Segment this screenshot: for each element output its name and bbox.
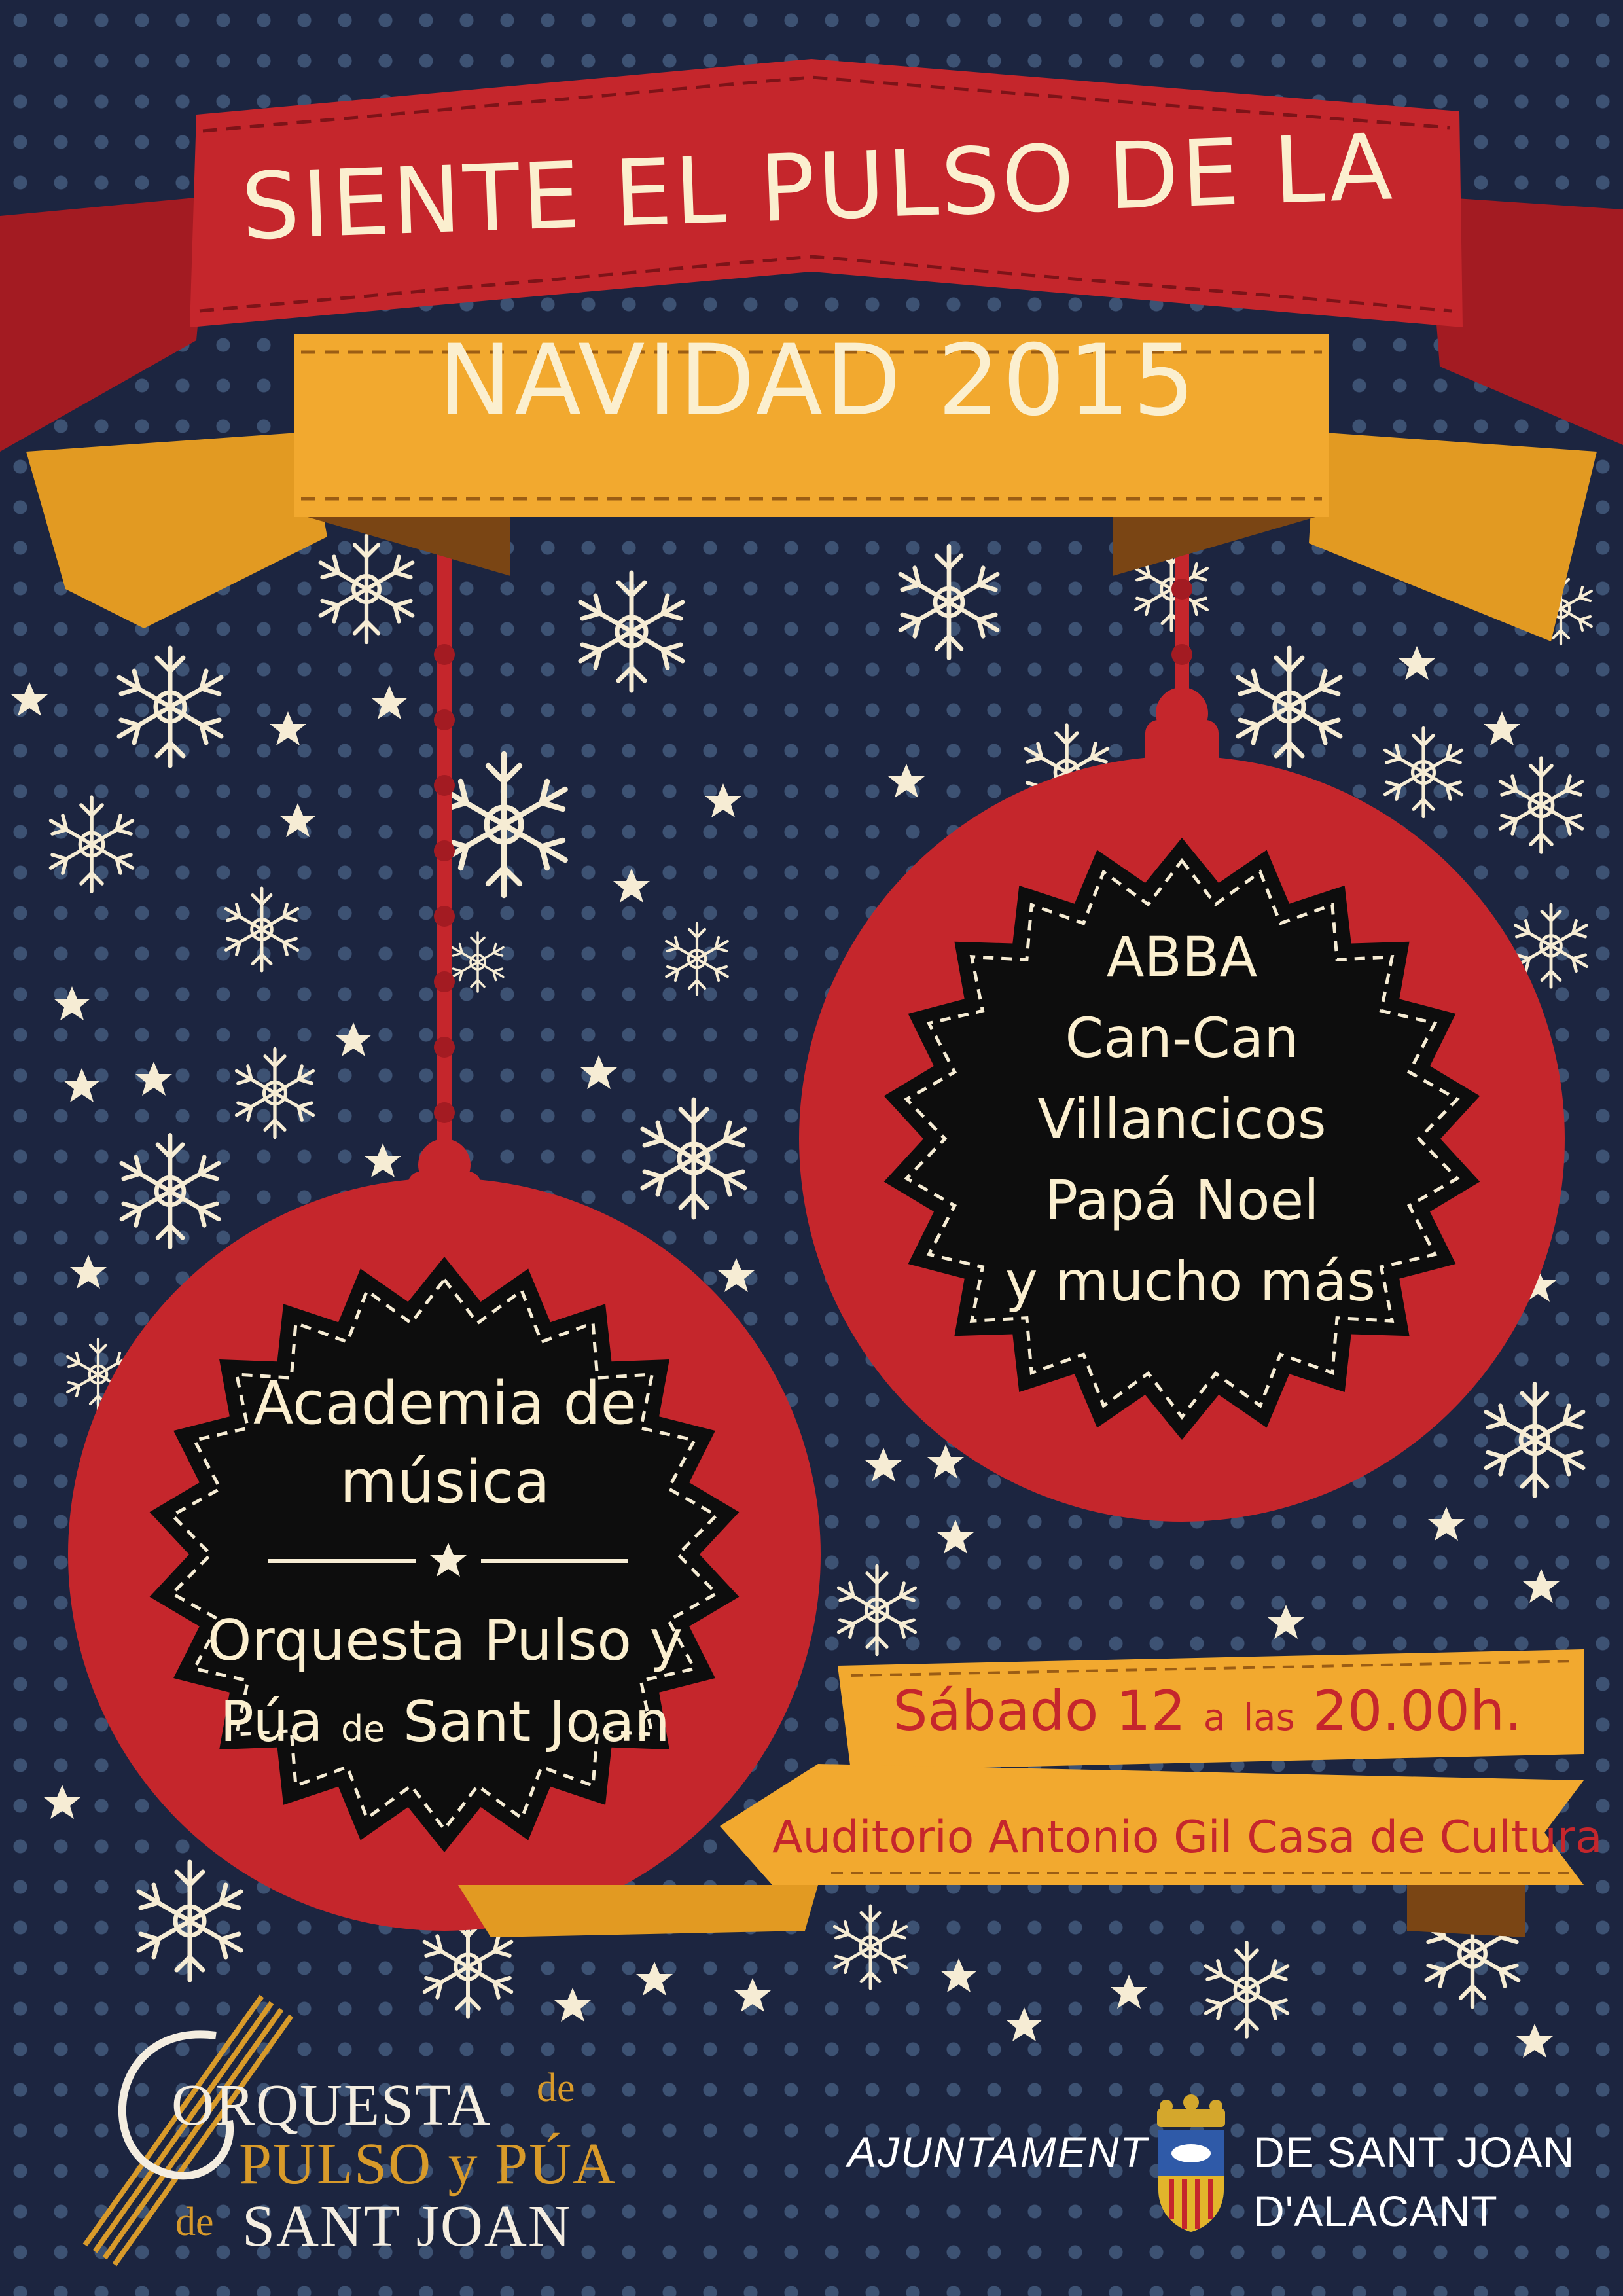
- town-name-line-1: DE SANT JOAN: [1253, 2128, 1575, 2176]
- academia-line-1: Academia de: [253, 1369, 637, 1438]
- event-connector-las: las: [1243, 1696, 1295, 1739]
- coat-of-arms-icon: [1157, 2094, 1225, 2232]
- list-item: Papá Noel: [1044, 1168, 1319, 1232]
- event-venue: Auditorio Antonio Gil Casa de Cultura: [772, 1812, 1603, 1863]
- orquesta-logo-de-1: de: [537, 2066, 575, 2110]
- event-time: 20.00h.: [1312, 1679, 1522, 1743]
- orquesta-line-2-post: Sant Joan: [385, 1689, 670, 1755]
- orquesta-line-1: Orquesta Pulso y: [207, 1608, 683, 1674]
- title-line-1: SIENTE EL PULSO DE LA: [240, 114, 1397, 261]
- orquesta-logo-line-2: PULSO y PÚA: [239, 2132, 617, 2197]
- orquesta-line-2-pre: Púa: [220, 1689, 342, 1755]
- orquesta-logo-de-2: de: [175, 2200, 214, 2244]
- title-line-2: NAVIDAD 2015: [438, 324, 1198, 438]
- list-item: y mucho más: [1005, 1249, 1376, 1314]
- list-item: Can-Can: [1065, 1006, 1299, 1070]
- orquesta-logo-line-3: SANT JOAN: [242, 2194, 572, 2259]
- academia-line-2: música: [340, 1448, 550, 1516]
- orquesta-logo-line-1: ORQUESTA: [171, 2073, 491, 2138]
- ajuntament-label: AJUNTAMENT: [847, 2128, 1148, 2176]
- orquesta-line-2-de: de: [341, 1708, 385, 1749]
- list-item: ABBA: [1106, 925, 1258, 989]
- town-name-line-2: D'ALACANT: [1253, 2187, 1498, 2235]
- event-connector-a: a: [1203, 1696, 1226, 1739]
- list-item: Villancicos: [1037, 1087, 1327, 1151]
- event-day: Sábado 12: [893, 1679, 1186, 1743]
